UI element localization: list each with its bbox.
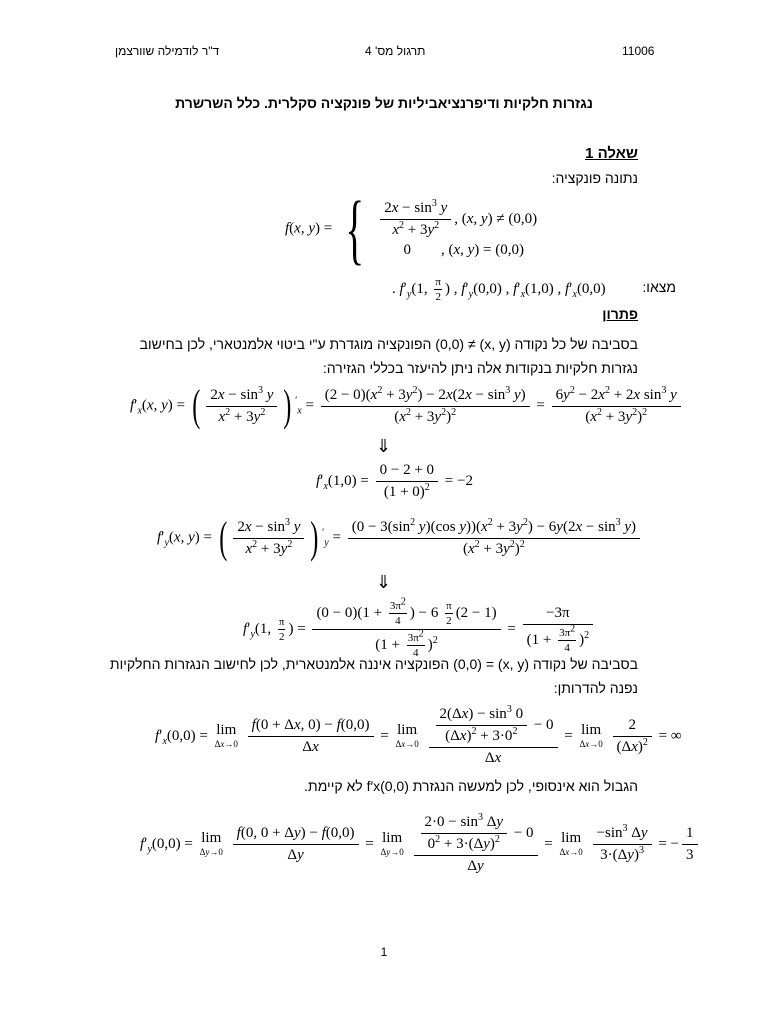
fx-derivative: $f'_x(x$, y) = ( $\frac{2x - \sin^3 y}{x^2 + 3y^2}$ ) ′$_x$ = $\frac{(2 - 0)(x^2 + 3y^2) - 2x(2x - \sin^3 y)}{(x^2 + 3y^2)^2}$ = $\frac{6y^2 - 2x^2 + 2x \sin^3 y}{(x^2 + 3y^2)^2}$ (130, 384, 684, 428)
fy-at-origin: $f'_y(0,0)$ = lim Δy→0 $\frac{f(0, 0 + \Delta y) - f(0,0)}{\Delta y}$ = lim Δy→0 $\frac{2\cdot 0 - \sin^3 \Delta y}{0^2 + 3\cdot(\Delta y)^2}$ − 0 Δy = lim Δx→0 $\frac{-\sin^3 \Delta y}{3\cdot(\Delta y)^3}$ = − $\frac{1}{3}$ (140, 814, 701, 875)
fy-derivative: $f'_y(x$, y) = ( $\frac{2x - \sin^3 y}{x^2 + 3y^2}$ ) ′$_y$ = $\frac{(0 - 3(\sin^2 y)(\cos y))(x^2 + 3y^2) - 6y(2x - \sin^3 y)}{(x^2 + 3y^2)^2}$ (157, 516, 643, 560)
function-definition: f(x, y) = { $\frac{2x - \sin^3 y}{x^2 + 3y^2}$ , (x, y) ≠ (0,0) 0 , (x, y) = (0,0) (285, 185, 538, 272)
implies-arrow-2: ⇓ (376, 572, 392, 592)
fx-at-origin: $f'_x(0,0)$ = lim Δx→0 $\frac{f(0 + \Delta x, 0) - f(0,0)}{\Delta x}$ = lim Δx→0 $\frac{2(\Delta x) - \sin^3 0}{(\Delta x)^2 + 3\cdot 0^2}$ − 0 Δx = lim Δx→0 $\frac{2}{(\Delta x)^2}$ = ∞ (155, 704, 682, 766)
solution-para1: בסביבה של כל נקודה (x, y) ≠ (0,0) הפונקציה מוגדרת ע"י ביטוי אלמנטארי, לכן בחישוב נגזרות חלקיות בנקודות אלה ניתן להיעזר בכללי הגזירה: (139, 336, 638, 376)
question-find: מצאו: (642, 279, 676, 295)
implies-arrow-1: ⇓ (376, 436, 392, 456)
page-number: 1 (380, 945, 388, 959)
question-given: נתונה פונקציה: (551, 170, 638, 186)
header-exercise: תרגול מס' 4 (365, 44, 426, 58)
solution-heading: פתרון (602, 306, 638, 322)
solution-para2: בסביבה של נקודה (x, y) = (0,0) הפונקציה איננה אלמנטארית, לכן לחישוב הנגזרות החלקיות נפנה להדרותן: (109, 656, 638, 696)
header-course: 11006 (622, 44, 655, 58)
solution-para3: הגבול הוא אינסופי, לכן למעשה הנגזרת f′x(0,0) לא קיימת. (304, 778, 638, 794)
find-list: . $f'_y(1$, $\frac{\pi}{2}$ ) , $f'_y(0,0)$ , $f'_x(1,0)$ , $f'_x(0,0)$ (392, 276, 606, 303)
page-title: נגזרות חלקיות ודיפרנציאביליות של פונקציה סקלרית. כלל השרשרת (175, 95, 593, 111)
fx-at-1-0: $f'_x(1,0)$ = $\frac{0 - 2 + 0}{(1 + 0)^2}$ = −2 (316, 462, 473, 500)
header-author: ד"ר לודמילה שוורצמן (115, 44, 220, 58)
question-heading: שאלה 1 (585, 145, 638, 162)
fy-at-1-pi2: $f'_y(1$, $\frac{\pi}{2}$ ) = (0 − 0)(1 + $\frac{3\pi^2}{4}$ ) − 6 $\frac{\pi}{2}$ (2 − 1) (1 + $\frac{3\pi^2}{4}$ )$^2$ = −3π (1 + $\frac{3\pi^2}{4}$ )$^2$ (243, 600, 596, 659)
